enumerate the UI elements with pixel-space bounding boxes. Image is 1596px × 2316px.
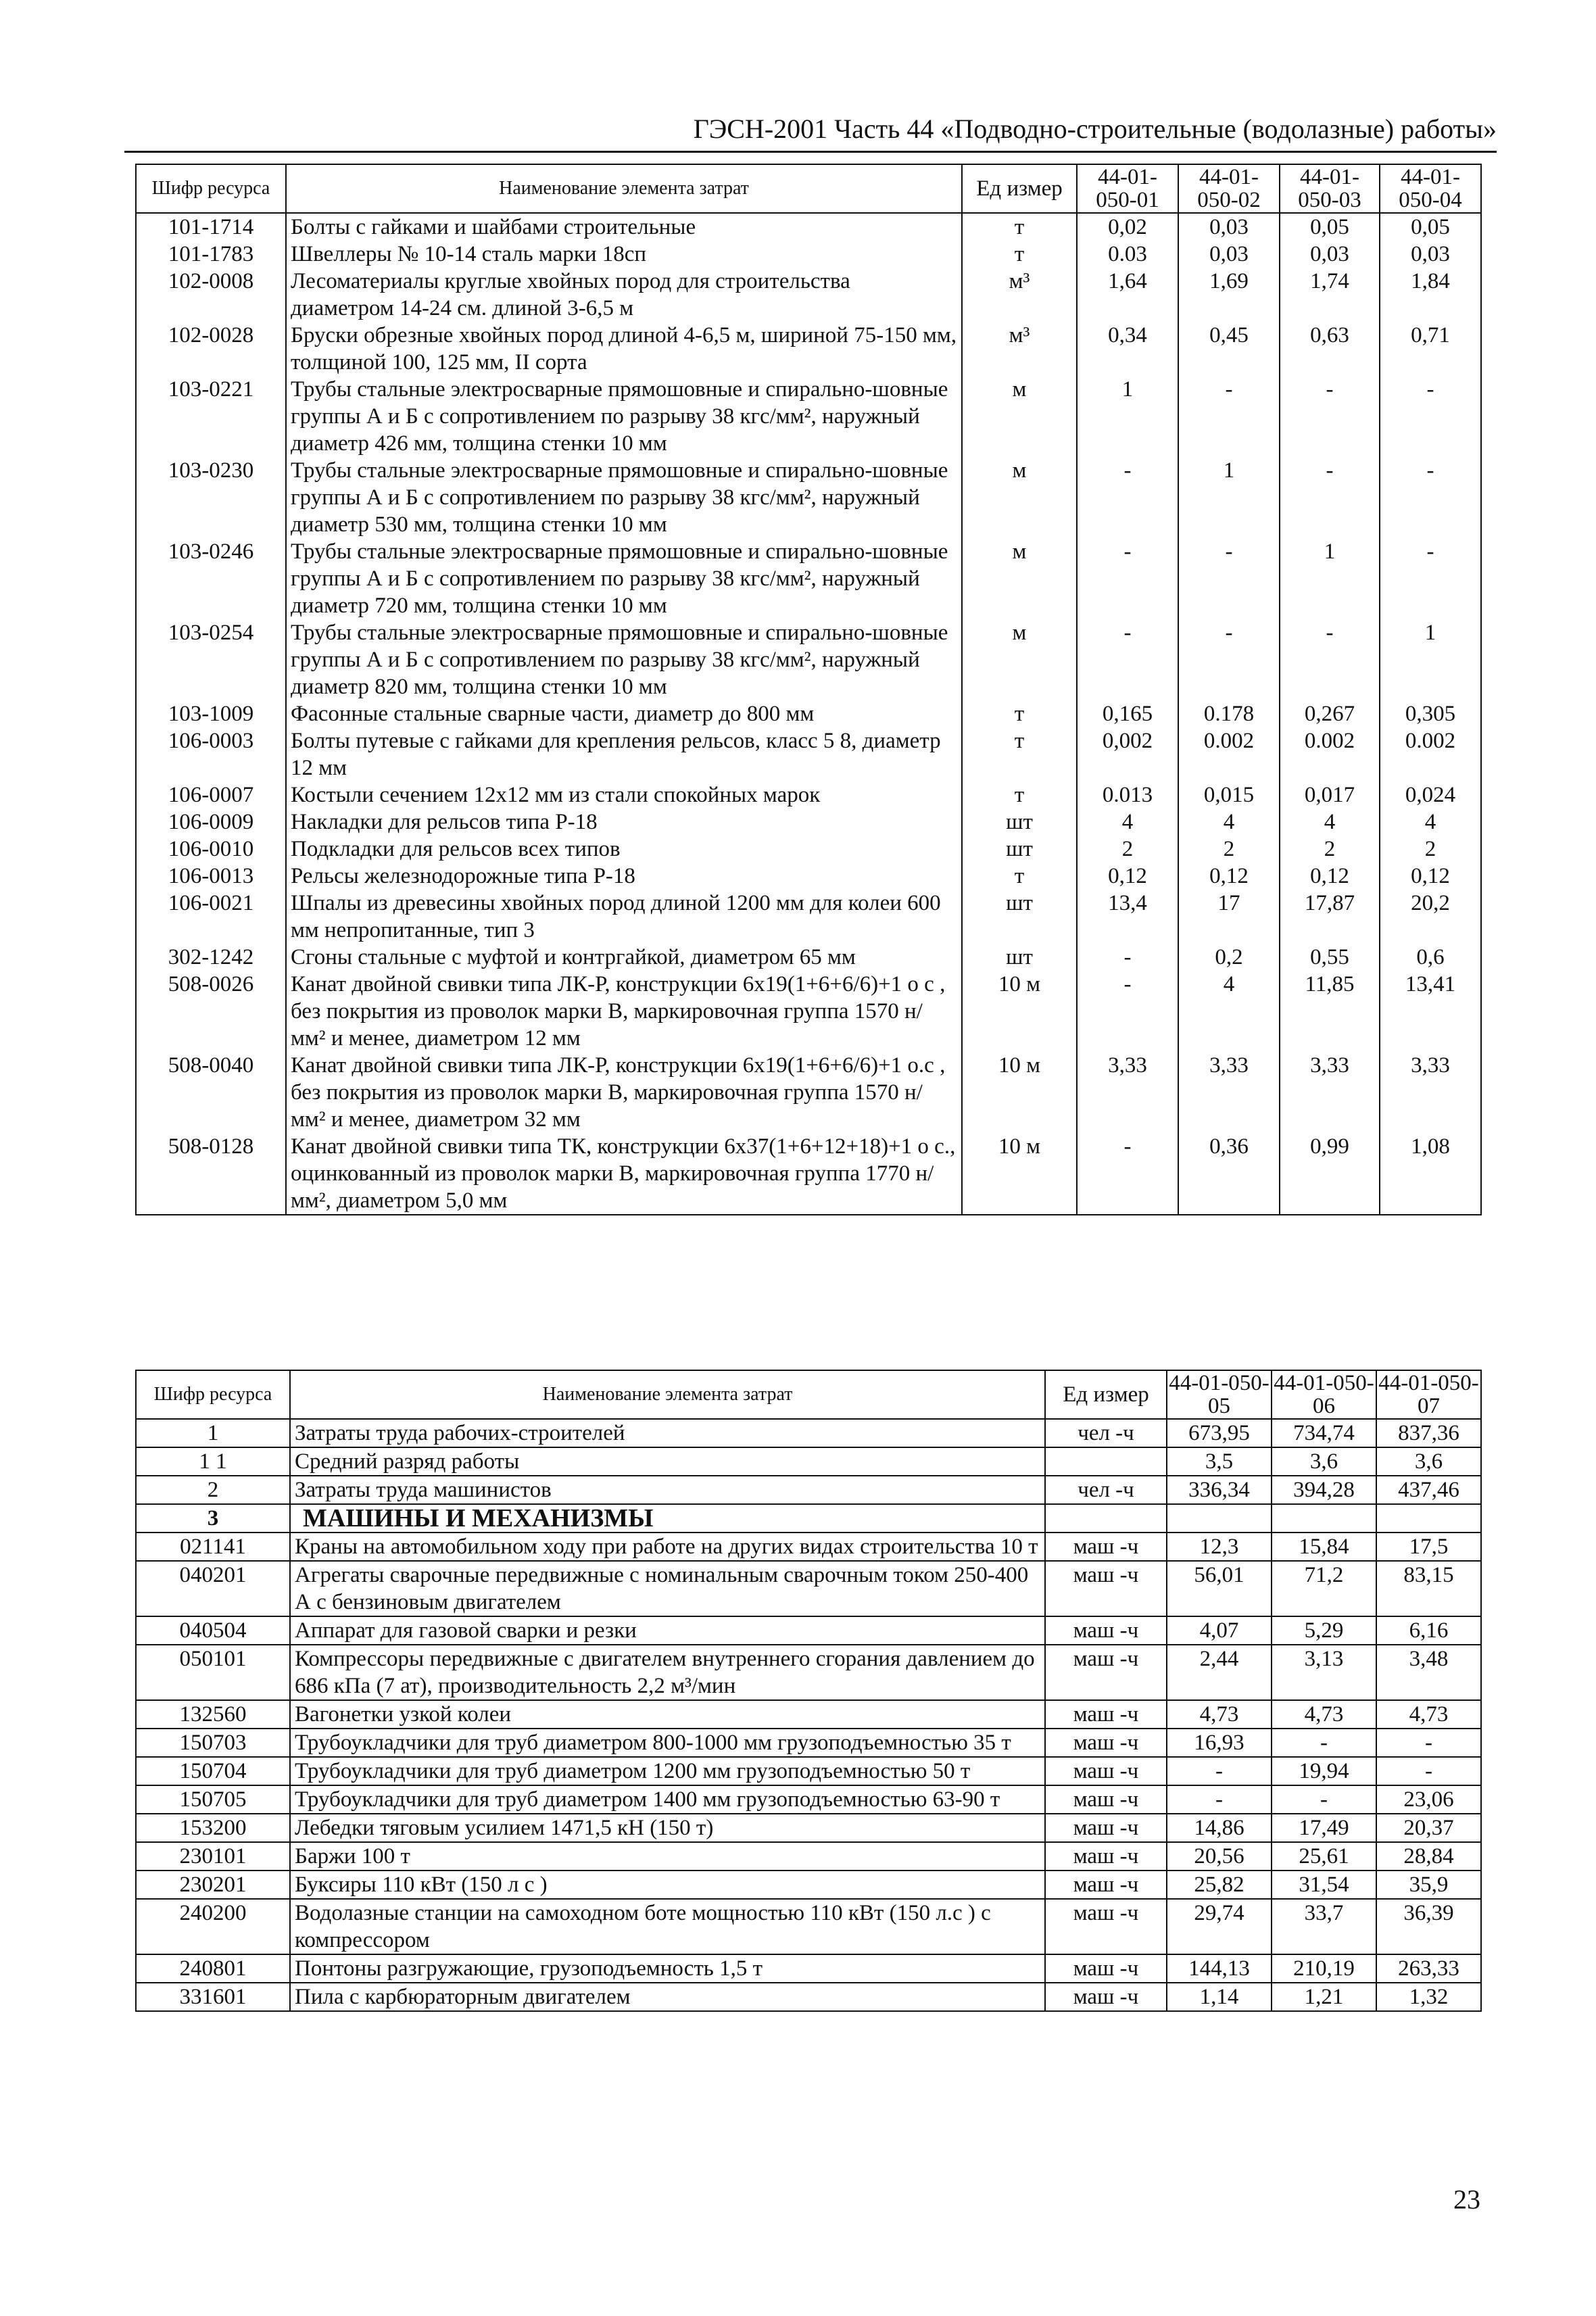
resource-value-1: 3,5 (1167, 1447, 1272, 1476)
resource-value-1: 0,34 (1077, 322, 1178, 376)
resource-name: Костыли сечением 12х12 мм из стали спокойных марок (286, 781, 962, 809)
header-code: Шифр ресурса (136, 1370, 290, 1419)
resource-code: 103-0221 (136, 376, 286, 457)
resource-name: Болты путевые с гайками для крепления рельсов, класс 5 8, диаметр 12 мм (286, 727, 962, 781)
resource-unit: маш -ч (1045, 1616, 1167, 1645)
resource-value-4: 4 (1380, 809, 1481, 836)
resource-code: 106-0021 (136, 890, 286, 944)
resource-value-4: 1,84 (1380, 268, 1481, 322)
resource-name: Агрегаты сварочные передвижные с номинальным сварочным током 250-400 А с бензиновым двигателем (290, 1561, 1045, 1616)
resource-value-4: 0,05 (1380, 213, 1481, 241)
resource-value-1: 29,74 (1167, 1899, 1272, 1954)
table-row (136, 1052, 1481, 1133)
resource-value-2: 0.178 (1178, 700, 1280, 727)
resource-code: 106-0010 (136, 836, 286, 863)
table-row (136, 727, 1481, 781)
resource-value-2: 3,6 (1272, 1447, 1376, 1476)
table-row (136, 1476, 1481, 1504)
resource-name: Канат двойной свивки типа ЛК-Р, конструкции 6х19(1+6+6/6)+1 о с , без покрытия из проволок марки В, маркировочная группа 1570 н/мм² и менее, диаметром 12 мм (286, 971, 962, 1052)
resource-unit: маш -ч (1045, 1700, 1167, 1729)
resource-name: Аппарат для газовой сварки и резки (290, 1616, 1045, 1645)
resource-unit: т (962, 863, 1077, 890)
header-unit: Ед измер (1045, 1370, 1167, 1419)
table-2-body (136, 1419, 1481, 2011)
table-row (136, 1757, 1481, 1785)
resource-value-4: 0,024 (1380, 781, 1481, 809)
table-row (136, 1616, 1481, 1645)
resource-value-3: 3,6 (1376, 1447, 1481, 1476)
resource-unit: 10 м (962, 1052, 1077, 1133)
resource-value-3: 0,017 (1280, 781, 1380, 809)
resource-code: 021141 (136, 1533, 290, 1561)
resource-value-2: 1,21 (1272, 1983, 1376, 2011)
resource-value-3: - (1376, 1757, 1481, 1785)
resource-unit: т (962, 781, 1077, 809)
resource-unit: маш -ч (1045, 1954, 1167, 1983)
resource-unit: чел -ч (1045, 1476, 1167, 1504)
table-row (136, 1504, 1481, 1533)
resource-value-1: - (1077, 457, 1178, 538)
resource-value-4: 0,305 (1380, 700, 1481, 727)
resource-name: Рельсы железнодорожные типа Р-18 (286, 863, 962, 890)
resource-value-2: 4 (1178, 809, 1280, 836)
resource-value-2: 15,84 (1272, 1533, 1376, 1561)
resource-value-1: - (1077, 944, 1178, 971)
table-row (136, 1899, 1481, 1954)
resource-value-4: - (1380, 457, 1481, 538)
resource-unit: т (962, 700, 1077, 727)
resource-value-1: 13,4 (1077, 890, 1178, 944)
resource-value-2: - (1272, 1785, 1376, 1814)
table-row (136, 1533, 1481, 1561)
resource-unit: чел -ч (1045, 1419, 1167, 1447)
resource-value-1: - (1077, 1133, 1178, 1215)
header-col-4: 44-01-050-04 (1380, 164, 1481, 213)
header-col-2: 44-01-050-02 (1178, 164, 1280, 213)
table-row (136, 781, 1481, 809)
resource-value-2: 0,015 (1178, 781, 1280, 809)
header-col-3: 44-01-050-07 (1376, 1370, 1481, 1419)
resource-code: 508-0026 (136, 971, 286, 1052)
resource-unit: шт (962, 809, 1077, 836)
table-row (136, 863, 1481, 890)
resource-value-1: 3,33 (1077, 1052, 1178, 1133)
resource-value-2: 1,69 (1178, 268, 1280, 322)
resource-unit: маш -ч (1045, 1785, 1167, 1814)
table-row (136, 322, 1481, 376)
resource-code: 103-0254 (136, 619, 286, 700)
table-row (136, 1871, 1481, 1899)
resources-table-2 (135, 1370, 1482, 2012)
resource-unit: т (962, 213, 1077, 241)
resource-name: Трубоукладчики для труб диаметром 1200 мм грузоподъемностью 50 т (290, 1757, 1045, 1785)
resource-value-2: - (1272, 1729, 1376, 1757)
resource-unit: шт (962, 836, 1077, 863)
resource-value-3: 36,39 (1376, 1899, 1481, 1954)
resource-unit: т (962, 727, 1077, 781)
table-row (136, 1133, 1481, 1215)
header-col-1: 44-01-050-01 (1077, 164, 1178, 213)
resource-value-3: 20,37 (1376, 1814, 1481, 1842)
resource-value-2: 0.002 (1178, 727, 1280, 781)
resource-value-3: 17,5 (1376, 1533, 1481, 1561)
resource-code: 106-0003 (136, 727, 286, 781)
resource-value-1: - (1077, 971, 1178, 1052)
resource-unit: м³ (962, 322, 1077, 376)
resource-value-3: 1 (1280, 538, 1380, 619)
resource-value-1: - (1077, 538, 1178, 619)
resource-unit: маш -ч (1045, 1983, 1167, 2011)
header-rule (124, 151, 1497, 153)
resource-name: Буксиры 110 кВт (150 л с ) (290, 1871, 1045, 1899)
resource-value-1: - (1167, 1785, 1272, 1814)
table-row (136, 809, 1481, 836)
resource-name: Лебедки тяговым усилием 1471,5 кН (150 т) (290, 1814, 1045, 1842)
resource-code: 3 (136, 1504, 290, 1533)
resource-unit: маш -ч (1045, 1757, 1167, 1785)
table-row (136, 1842, 1481, 1871)
resource-value-1: 25,82 (1167, 1871, 1272, 1899)
resource-unit: маш -ч (1045, 1899, 1167, 1954)
resource-name: Накладки для рельсов типа Р-18 (286, 809, 962, 836)
resource-name: Лесоматериалы круглые хвойных пород для строительства диаметром 14-24 см. длиной 3-6,5 м (286, 268, 962, 322)
resource-value-1: 4,07 (1167, 1616, 1272, 1645)
resource-value-2: 0,12 (1178, 863, 1280, 890)
resource-unit: м (962, 538, 1077, 619)
resource-value-4: 3,33 (1380, 1052, 1481, 1133)
resource-value-1: 144,13 (1167, 1954, 1272, 1983)
resource-name: Трубы стальные электросварные прямошовные и спирально-шовные группы А и Б с сопротивлением по разрыву 38 кгс/мм², наружный диаметр 530 мм, толщина стенки 10 мм (286, 457, 962, 538)
resource-value-2: 0,2 (1178, 944, 1280, 971)
resource-value-1: 0.013 (1077, 781, 1178, 809)
resource-unit: маш -ч (1045, 1533, 1167, 1561)
resource-value-4: 2 (1380, 836, 1481, 863)
resource-value-3: - (1280, 457, 1380, 538)
resource-name: Компрессоры передвижные с двигателем внутреннего сгорания давлением до 686 кПа (7 ат), производительность 2,2 м³/мин (290, 1645, 1045, 1700)
resource-unit: м³ (962, 268, 1077, 322)
resource-value-3: 11,85 (1280, 971, 1380, 1052)
resource-name: Трубоукладчики для труб диаметром 1400 мм грузоподъемностью 63-90 т (290, 1785, 1045, 1814)
table-1-body (136, 213, 1481, 1215)
resource-name: Пила с карбюраторным двигателем (290, 1983, 1045, 2011)
header-name: Наименование элемента затрат (290, 1370, 1045, 1419)
resource-value-2: 25,61 (1272, 1842, 1376, 1871)
resource-value-3: 0,03 (1280, 241, 1380, 268)
resource-code: 103-0246 (136, 538, 286, 619)
resource-value-4: 20,2 (1380, 890, 1481, 944)
resource-code: 153200 (136, 1814, 290, 1842)
resource-value-3: 0,99 (1280, 1133, 1380, 1215)
resource-name: Баржи 100 т (290, 1842, 1045, 1871)
resource-code: 050101 (136, 1645, 290, 1700)
header-unit: Ед измер (962, 164, 1077, 213)
resource-value-4: 0,12 (1380, 863, 1481, 890)
resource-value-3: 3,33 (1280, 1052, 1380, 1133)
resource-value-1: - (1077, 619, 1178, 700)
resource-code: 240200 (136, 1899, 290, 1954)
resource-code: 103-1009 (136, 700, 286, 727)
resource-value-4: 13,41 (1380, 971, 1481, 1052)
resource-value-2: 0,45 (1178, 322, 1280, 376)
resource-value-2: 0,36 (1178, 1133, 1280, 1215)
table-row (136, 700, 1481, 727)
resource-value-2: - (1178, 376, 1280, 457)
resource-value-2: 4,73 (1272, 1700, 1376, 1729)
page-header (124, 112, 1497, 153)
resource-code: 1 (136, 1419, 290, 1447)
resource-value-4: 0,03 (1380, 241, 1481, 268)
resource-name: Швеллеры № 10-14 сталь марки 18сп (286, 241, 962, 268)
resource-code: 508-0128 (136, 1133, 286, 1215)
resource-unit: м (962, 457, 1077, 538)
resource-value-2: 734,74 (1272, 1419, 1376, 1447)
resource-code: 102-0028 (136, 322, 286, 376)
resource-unit: маш -ч (1045, 1871, 1167, 1899)
resource-value-2: - (1178, 538, 1280, 619)
resource-code: 103-0230 (136, 457, 286, 538)
header-col-1: 44-01-050-05 (1167, 1370, 1272, 1419)
resource-value-1: 0,02 (1077, 213, 1178, 241)
resource-value-1: 673,95 (1167, 1419, 1272, 1447)
resource-code: 331601 (136, 1983, 290, 2011)
resource-name: Трубы стальные электросварные прямошовные и спирально-шовные группы А и Б с сопротивлением по разрыву 38 кгс/мм², наружный диаметр 720 мм, толщина стенки 10 мм (286, 538, 962, 619)
resource-value-3: 1,32 (1376, 1983, 1481, 2011)
table-row (136, 268, 1481, 322)
table-row (136, 1645, 1481, 1700)
resource-value-1: 0,165 (1077, 700, 1178, 727)
resource-unit: 10 м (962, 971, 1077, 1052)
resource-value-1: 16,93 (1167, 1729, 1272, 1757)
resource-value-2: 210,19 (1272, 1954, 1376, 1983)
table-row (136, 1700, 1481, 1729)
resource-name: Канат двойной свивки типа ТК, конструкции 6х37(1+6+12+18)+1 о с., оцинкованный из проволок марки В, маркировочная группа 1770 н/мм², диаметром 5,0 мм (286, 1133, 962, 1215)
resource-value-1: 0,12 (1077, 863, 1178, 890)
resource-value-4: 0,6 (1380, 944, 1481, 971)
resource-name: Шпалы из древесины хвойных пород длиной 1200 мм для колеи 600 мм непропитанные, тип 3 (286, 890, 962, 944)
table-row (136, 1785, 1481, 1814)
resource-value-3: 1,74 (1280, 268, 1380, 322)
resource-value-2: 394,28 (1272, 1476, 1376, 1504)
resource-value-1: 1,14 (1167, 1983, 1272, 2011)
resource-value-3: 17,87 (1280, 890, 1380, 944)
table-row (136, 890, 1481, 944)
resource-code: 240801 (136, 1954, 290, 1983)
table-row (136, 619, 1481, 700)
resource-unit: м (962, 376, 1077, 457)
resource-name: Сгоны стальные с муфтой и контргайкой, диаметром 65 мм (286, 944, 962, 971)
resource-code: 230101 (136, 1842, 290, 1871)
resource-value-1: 0.03 (1077, 241, 1178, 268)
resource-value-3: 3,48 (1376, 1645, 1481, 1700)
resource-value-1: 20,56 (1167, 1842, 1272, 1871)
resource-value-2: 31,54 (1272, 1871, 1376, 1899)
table-row (136, 1729, 1481, 1757)
table-row (136, 944, 1481, 971)
resource-value-4: 0,71 (1380, 322, 1481, 376)
resource-value-3: - (1280, 376, 1380, 457)
resource-value-1: 56,01 (1167, 1561, 1272, 1616)
resource-value-4: 0.002 (1380, 727, 1481, 781)
resource-value-2: 71,2 (1272, 1561, 1376, 1616)
resource-code: 132560 (136, 1700, 290, 1729)
resource-unit (1045, 1504, 1167, 1533)
resource-value-3: 0,267 (1280, 700, 1380, 727)
resource-value-1: 2 (1077, 836, 1178, 863)
resource-name: Болты с гайками и шайбами строительные (286, 213, 962, 241)
resource-unit: маш -ч (1045, 1842, 1167, 1871)
resource-unit: шт (962, 890, 1077, 944)
resource-name: Затраты труда машинистов (290, 1476, 1045, 1504)
header-code: Шифр ресурса (136, 164, 286, 213)
resource-value-4: 1 (1380, 619, 1481, 700)
resource-code: 101-1714 (136, 213, 286, 241)
resource-value-2: - (1178, 619, 1280, 700)
resource-name: Трубы стальные электросварные прямошовные и спирально-шовные группы А и Б с сопротивлением по разрыву 38 кгс/мм², наружный диаметр 820 мм, толщина стенки 10 мм (286, 619, 962, 700)
resource-code: 150704 (136, 1757, 290, 1785)
resource-value-3: 2 (1280, 836, 1380, 863)
resource-value-2: 1 (1178, 457, 1280, 538)
resource-name: Понтоны разгружающие, грузоподъемность 1,5 т (290, 1954, 1045, 1983)
table-row (136, 1983, 1481, 2011)
resource-name: Краны на автомобильном ходу при работе на других видах строительства 10 т (290, 1533, 1045, 1561)
page-number: 23 (1453, 2184, 1480, 2215)
resource-unit: маш -ч (1045, 1729, 1167, 1757)
resource-value-3: 0,55 (1280, 944, 1380, 971)
resource-unit: 10 м (962, 1133, 1077, 1215)
resource-code: 2 (136, 1476, 290, 1504)
table-row (136, 538, 1481, 619)
resource-value-1: 1,64 (1077, 268, 1178, 322)
resource-value-2: 4 (1178, 971, 1280, 1052)
resource-value-2: 3,33 (1178, 1052, 1280, 1133)
resource-value-3: 4,73 (1376, 1700, 1481, 1729)
table-row (136, 376, 1481, 457)
resource-code: 150705 (136, 1785, 290, 1814)
resource-name: Канат двойной свивки типа ЛК-Р, конструкции 6х19(1+6+6/6)+1 о.с , без покрытия из проволок марки В, маркировочная группа 1570 н/мм² и менее, диаметром 32 мм (286, 1052, 962, 1133)
resource-value-1: 1 (1077, 376, 1178, 457)
resource-value-2: 19,94 (1272, 1757, 1376, 1785)
resource-value-1: 0,002 (1077, 727, 1178, 781)
resource-name: Вагонетки узкой колеи (290, 1700, 1045, 1729)
resource-unit: т (962, 241, 1077, 268)
resource-code: 040504 (136, 1616, 290, 1645)
resource-unit: маш -ч (1045, 1645, 1167, 1700)
resource-name: Средний разряд работы (290, 1447, 1045, 1476)
resource-value-2: 17,49 (1272, 1814, 1376, 1842)
resource-unit: маш -ч (1045, 1814, 1167, 1842)
resource-value-2 (1272, 1504, 1376, 1533)
resource-unit: шт (962, 944, 1077, 971)
resource-code: 106-0007 (136, 781, 286, 809)
resource-code: 302-1242 (136, 944, 286, 971)
resource-value-2: 0,03 (1178, 241, 1280, 268)
resource-unit: маш -ч (1045, 1561, 1167, 1616)
resource-value-3: 4 (1280, 809, 1380, 836)
resource-code: 508-0040 (136, 1052, 286, 1133)
resource-value-1: 12,3 (1167, 1533, 1272, 1561)
resource-value-2: 17 (1178, 890, 1280, 944)
resource-code: 230201 (136, 1871, 290, 1899)
resource-value-1: 336,34 (1167, 1476, 1272, 1504)
resource-code: 040201 (136, 1561, 290, 1616)
resource-value-3: 35,9 (1376, 1871, 1481, 1899)
resource-value-3: 437,46 (1376, 1476, 1481, 1504)
resource-value-1 (1167, 1504, 1272, 1533)
resource-value-1: 2,44 (1167, 1645, 1272, 1700)
table-row (136, 1954, 1481, 1983)
resource-code: 106-0009 (136, 809, 286, 836)
resource-value-3: 23,06 (1376, 1785, 1481, 1814)
resource-value-3: 83,15 (1376, 1561, 1481, 1616)
resource-value-3: - (1280, 619, 1380, 700)
table-row (136, 1447, 1481, 1476)
resource-value-3: 0,63 (1280, 322, 1380, 376)
table-row (136, 836, 1481, 863)
document-title: ГЭСН-2001 Часть 44 «Подводно-строительные (водолазные) работы» (693, 114, 1497, 144)
resource-code: 106-0013 (136, 863, 286, 890)
resource-name: Трубы стальные электросварные прямошовные и спирально-шовные группы А и Б с сопротивлением по разрыву 38 кгс/мм², наружный диаметр 426 мм, толщина стенки 10 мм (286, 376, 962, 457)
resource-unit (1045, 1447, 1167, 1476)
resource-value-3: 0.002 (1280, 727, 1380, 781)
resource-value-3: 6,16 (1376, 1616, 1481, 1645)
table-row (136, 213, 1481, 241)
table-row (136, 1561, 1481, 1616)
table-row (136, 1419, 1481, 1447)
resource-value-2: 3,13 (1272, 1645, 1376, 1700)
resource-value-4: - (1380, 376, 1481, 457)
resource-value-2: 2 (1178, 836, 1280, 863)
resource-value-2: 0,03 (1178, 213, 1280, 241)
resource-value-3: 0,05 (1280, 213, 1380, 241)
resource-value-3: - (1376, 1729, 1481, 1757)
resources-table-1 (135, 164, 1482, 1215)
resource-code: 1 1 (136, 1447, 290, 1476)
resource-value-3: 0,12 (1280, 863, 1380, 890)
resource-value-3: 837,36 (1376, 1419, 1481, 1447)
table-row (136, 971, 1481, 1052)
resource-name: МАШИНЫ И МЕХАНИЗМЫ (290, 1504, 1045, 1533)
resource-value-1: 14,86 (1167, 1814, 1272, 1842)
resource-value-4: - (1380, 538, 1481, 619)
resource-name: Водолазные станции на самоходном боте мощностью 110 кВт (150 л.с ) с компрессором (290, 1899, 1045, 1954)
table-row (136, 1814, 1481, 1842)
table-row (136, 457, 1481, 538)
resource-name: Бруски обрезные хвойных пород длиной 4-6,5 м, шириной 75-150 мм, толщиной 100, 125 мм, II сорта (286, 322, 962, 376)
resource-value-1: 4,73 (1167, 1700, 1272, 1729)
resource-name: Подкладки для рельсов всех типов (286, 836, 962, 863)
header-name: Наименование элемента затрат (286, 164, 962, 213)
resource-value-4: 1,08 (1380, 1133, 1481, 1215)
resource-code: 101-1783 (136, 241, 286, 268)
header-col-3: 44-01-050-03 (1280, 164, 1380, 213)
header-col-2: 44-01-050-06 (1272, 1370, 1376, 1419)
resource-value-3 (1376, 1504, 1481, 1533)
resource-name: Фасонные стальные сварные части, диаметр до 800 мм (286, 700, 962, 727)
resource-value-2: 33,7 (1272, 1899, 1376, 1954)
resource-value-3: 28,84 (1376, 1842, 1481, 1871)
resource-value-3: 263,33 (1376, 1954, 1481, 1983)
resource-value-1: 4 (1077, 809, 1178, 836)
resource-name: Трубоукладчики для труб диаметром 800-1000 мм грузоподъемностью 35 т (290, 1729, 1045, 1757)
resource-value-1: - (1167, 1757, 1272, 1785)
resource-name: Затраты труда рабочих-строителей (290, 1419, 1045, 1447)
resource-value-2: 5,29 (1272, 1616, 1376, 1645)
resource-code: 102-0008 (136, 268, 286, 322)
resource-code: 150703 (136, 1729, 290, 1757)
table-row (136, 241, 1481, 268)
resource-unit: м (962, 619, 1077, 700)
